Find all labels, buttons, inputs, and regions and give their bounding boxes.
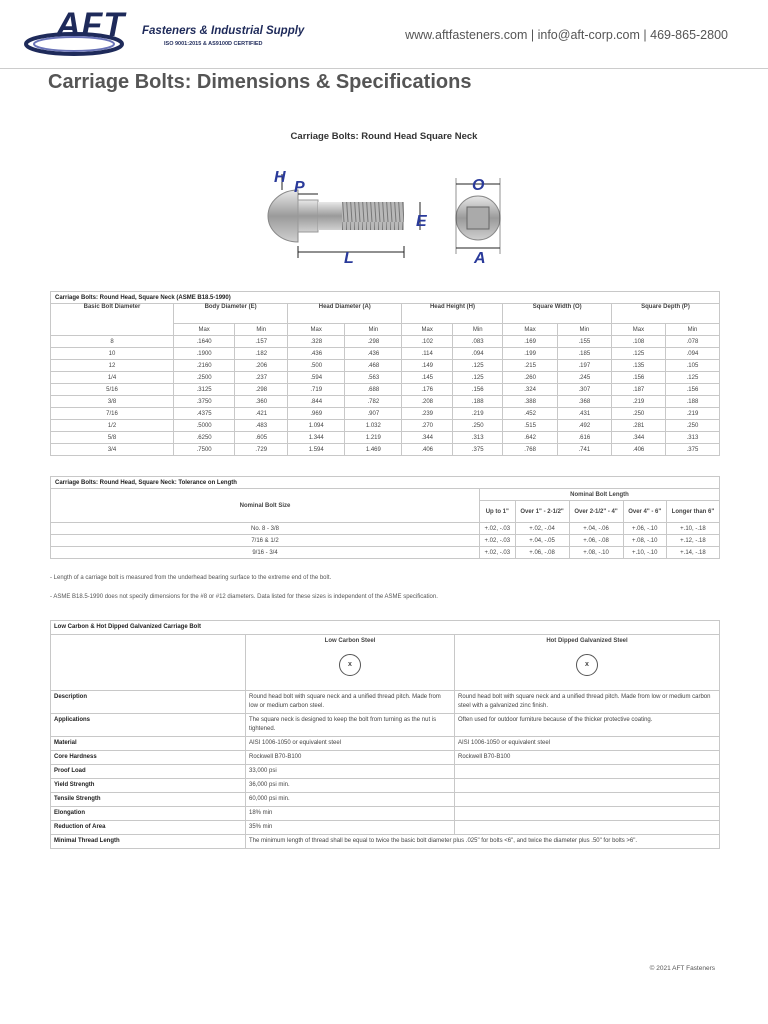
table-row: [51, 751, 720, 765]
row-label: Elongation: [51, 807, 246, 821]
label-p: P: [294, 179, 305, 196]
bolt-shank: [318, 202, 342, 230]
table-cell: .188: [665, 396, 719, 408]
table-cell: .250: [611, 408, 665, 420]
table-cell: +.10, -.18: [666, 523, 719, 535]
table-cell: .782: [345, 396, 402, 408]
table-cell: .907: [345, 408, 402, 420]
table-cell: .169: [503, 336, 557, 348]
table-cell: +.08, -.10: [623, 535, 666, 547]
row-label: 3/4: [51, 444, 174, 456]
table-cell: .237: [235, 372, 288, 384]
aft-logo: AFT: [56, 6, 126, 44]
row-label: Yield Strength: [51, 779, 246, 793]
table-cell: +.10, -.10: [623, 547, 666, 559]
sub-header: Min: [452, 324, 503, 336]
table-cell: [454, 779, 719, 793]
table-cell: .719: [288, 384, 345, 396]
carriage-bolt-diagram: [250, 162, 520, 268]
table-cell: .313: [452, 432, 503, 444]
table-cell: .155: [557, 336, 611, 348]
table-cell: +.06, -.08: [569, 535, 623, 547]
sub-header: Max: [173, 324, 234, 336]
sub-header: Min: [665, 324, 719, 336]
table-cell: .436: [345, 348, 402, 360]
table-cell: .616: [557, 432, 611, 444]
table-cell: .197: [557, 360, 611, 372]
table-cell: .2500: [173, 372, 234, 384]
column-header: Nominal Bolt Length: [480, 489, 720, 501]
table-cell: 1.594: [288, 444, 345, 456]
table-cell: .188: [452, 396, 503, 408]
table-row: [51, 737, 720, 751]
galvanized-header: [454, 635, 719, 691]
page-header: [0, 0, 768, 62]
table-cell: .105: [665, 360, 719, 372]
table-cell: 1.094: [288, 420, 345, 432]
table-cell: .421: [235, 408, 288, 420]
column-header: Nominal Bolt Size: [51, 489, 480, 523]
row-label: Core Hardness: [51, 751, 246, 765]
table-caption: Carriage Bolts: Round Head, Square Neck: Tolerance on Length: [51, 477, 720, 489]
row-label: Material: [51, 737, 246, 751]
table-cell: 1.344: [288, 432, 345, 444]
table-cell: .185: [557, 348, 611, 360]
row-label: 8: [51, 336, 174, 348]
bolt-neck: [298, 200, 318, 232]
empty-cell: [51, 635, 246, 691]
table-row: [51, 691, 720, 714]
column-header: Hot Dipped Galvanized Steel: [546, 638, 628, 644]
table-cell: +.06, -.10: [623, 523, 666, 535]
table-cell: 1.032: [345, 420, 402, 432]
table-cell: .375: [452, 444, 503, 456]
table-cell: AISI 1006-1050 or equivalent steel: [454, 737, 719, 751]
table-cell: .094: [665, 348, 719, 360]
table-cell: .5000: [173, 420, 234, 432]
website-link[interactable]: www.aftfasteners.com: [405, 28, 528, 42]
table-cell: .298: [345, 336, 402, 348]
table-cell: .688: [345, 384, 402, 396]
table-cell: .431: [557, 408, 611, 420]
table-cell: +.02, -.03: [480, 547, 516, 559]
column-header: Head Diameter (A): [288, 304, 402, 324]
table-cell: .500: [288, 360, 345, 372]
table-cell: .156: [452, 384, 503, 396]
table-cell: The square neck is designed to keep the bolt from turning as the nut is tightened.: [246, 714, 455, 737]
table-cell: AISI 1006-1050 or equivalent steel: [246, 737, 455, 751]
table-cell: .328: [288, 336, 345, 348]
table-row: [51, 523, 720, 535]
table-cell: [454, 765, 719, 779]
table-cell: .3750: [173, 396, 234, 408]
table-cell: .083: [452, 336, 503, 348]
table-cell: .281: [611, 420, 665, 432]
table-row: [51, 372, 720, 384]
column-header: Longer than 6": [666, 501, 719, 523]
table-cell: .642: [503, 432, 557, 444]
table-cell: 1.219: [345, 432, 402, 444]
row-label: 7/16 & 1/2: [51, 535, 480, 547]
table-row: [51, 821, 720, 835]
row-label: 7/16: [51, 408, 174, 420]
table-cell: .741: [557, 444, 611, 456]
table-cell: .594: [288, 372, 345, 384]
certification-text: ISO 9001:2015 & AS9100D CERTIFIED: [164, 41, 263, 47]
table-cell: +.02, -.03: [480, 535, 516, 547]
separator: |: [530, 28, 535, 42]
figure-title: Carriage Bolts: Round Head Square Neck: [290, 131, 478, 142]
table-cell: +.04, -.05: [515, 535, 569, 547]
table-cell: .145: [402, 372, 453, 384]
table-cell: +.12, -.18: [666, 535, 719, 547]
table-row: [51, 547, 720, 559]
table-cell: .250: [452, 420, 503, 432]
table-cell: .260: [503, 372, 557, 384]
table-cell: .6250: [173, 432, 234, 444]
table-cell: .515: [503, 420, 557, 432]
table-cell: [454, 821, 719, 835]
table-row: [51, 432, 720, 444]
table-cell: +.14, -.18: [666, 547, 719, 559]
table-cell: .969: [288, 408, 345, 420]
sub-header: Max: [402, 324, 453, 336]
table-cell: .199: [503, 348, 557, 360]
table-cell: .324: [503, 384, 557, 396]
table-cell: .078: [665, 336, 719, 348]
table-cell: .729: [235, 444, 288, 456]
table-cell: .206: [235, 360, 288, 372]
label-l: L: [344, 250, 354, 267]
copyright-footer: © 2021 AFT Fasteners: [649, 965, 715, 972]
table-cell: .7500: [173, 444, 234, 456]
table-cell: 18% min: [246, 807, 455, 821]
table-row: [51, 779, 720, 793]
label-o: O: [472, 177, 485, 194]
note-length: - Length of a carriage bolt is measured from the underhead bearing surface to the extreme end of the bolt.: [50, 575, 332, 581]
table-cell: .768: [503, 444, 557, 456]
column-header: Low Carbon Steel: [324, 638, 376, 644]
row-label: No. 8 - 3/8: [51, 523, 480, 535]
table-cell: .388: [503, 396, 557, 408]
table-cell: .313: [665, 432, 719, 444]
table-cell: .125: [452, 372, 503, 384]
table-cell: .149: [402, 360, 453, 372]
table-cell: 35% min: [246, 821, 455, 835]
table-cell: .368: [557, 396, 611, 408]
table-cell: .215: [503, 360, 557, 372]
table-cell: .114: [402, 348, 453, 360]
table-row: [51, 408, 720, 420]
row-label: 10: [51, 348, 174, 360]
table-cell: +.04, -.06: [569, 523, 623, 535]
materials-table: [50, 620, 720, 849]
square-neck-end: [467, 207, 489, 229]
note-asme: - ASME B18.5-1990 does not specify dimensions for the #8 or #12 diameters. Data listed for these sizes is independent of the ASME specification.: [50, 594, 438, 600]
row-label: Proof Load: [51, 765, 246, 779]
sub-header: Max: [288, 324, 345, 336]
table-row: [51, 336, 720, 348]
page-title: Carriage Bolts: Dimensions & Specifications: [48, 71, 472, 93]
table-cell: .157: [235, 336, 288, 348]
table-cell: .270: [402, 420, 453, 432]
table-cell: .125: [611, 348, 665, 360]
table-cell: +.06, -.08: [515, 547, 569, 559]
row-label: 12: [51, 360, 174, 372]
table-cell: .245: [557, 372, 611, 384]
table-cell: .452: [503, 408, 557, 420]
table-cell: .468: [345, 360, 402, 372]
table-cell: 33,000 psi: [246, 765, 455, 779]
table-cell: .208: [402, 396, 453, 408]
column-header: Over 1" - 2-1/2": [515, 501, 569, 523]
email-link[interactable]: info@aft-corp.com: [537, 28, 640, 42]
column-header: Over 4" - 6": [623, 501, 666, 523]
row-label: 5/8: [51, 432, 174, 444]
table-cell: .1640: [173, 336, 234, 348]
row-label: Minimal Thread Length: [51, 835, 246, 849]
table-cell: .156: [611, 372, 665, 384]
column-header: Square Depth (P): [611, 304, 719, 324]
contact-info: [405, 28, 728, 42]
phone-number[interactable]: 469-865-2800: [650, 28, 728, 42]
table-cell: .375: [665, 444, 719, 456]
row-label: 5/16: [51, 384, 174, 396]
table-cell: 60,000 psi min.: [246, 793, 455, 807]
table-cell: +.02, -.03: [480, 523, 516, 535]
table-cell: .187: [611, 384, 665, 396]
sub-header: Min: [557, 324, 611, 336]
tolerance-table: [50, 476, 720, 559]
header-divider: [0, 68, 768, 69]
table-cell: .135: [611, 360, 665, 372]
table-cell: +.02, -.04: [515, 523, 569, 535]
column-header: Basic Bolt Diameter: [51, 304, 174, 336]
table-cell: .239: [402, 408, 453, 420]
table-cell: +.08, -.10: [569, 547, 623, 559]
table-cell: .219: [611, 396, 665, 408]
table-cell: .406: [611, 444, 665, 456]
table-cell: .483: [235, 420, 288, 432]
row-label: 1/4: [51, 372, 174, 384]
table-cell: .250: [665, 420, 719, 432]
table-cell: [454, 807, 719, 821]
row-label: Reduction of Area: [51, 821, 246, 835]
table-cell: .844: [288, 396, 345, 408]
table-cell: Often used for outdoor furniture because of the thicker protective coating.: [454, 714, 719, 737]
table-cell: .344: [611, 432, 665, 444]
table-caption: Low Carbon & Hot Dipped Galvanized Carriage Bolt: [51, 621, 720, 635]
row-label: Description: [51, 691, 246, 714]
sub-header: Min: [235, 324, 288, 336]
table-row: [51, 793, 720, 807]
table-cell: .605: [235, 432, 288, 444]
image-placeholder-icon: x: [339, 654, 361, 676]
table-cell: .3125: [173, 384, 234, 396]
image-placeholder-icon: x: [576, 654, 598, 676]
table-cell: .492: [557, 420, 611, 432]
bolt-thread: [342, 202, 404, 230]
table-cell: 1.469: [345, 444, 402, 456]
table-row: [51, 765, 720, 779]
sub-header: Max: [611, 324, 665, 336]
table-cell: .360: [235, 396, 288, 408]
materials-table-body: [51, 691, 720, 835]
table-caption: Carriage Bolts: Round Head, Square Neck (ASME B18.5-1990): [51, 292, 720, 304]
sub-header: Max: [503, 324, 557, 336]
column-header: Up to 1": [480, 501, 516, 523]
table-row: [51, 807, 720, 821]
column-header: Body Diameter (E): [173, 304, 287, 324]
table-cell: .108: [611, 336, 665, 348]
label-h: H: [274, 169, 286, 186]
table-cell: Round head bolt with square neck and a unified thread pitch. Made from low or medium carbon steel.: [246, 691, 455, 714]
dimensions-table-body: [51, 336, 720, 456]
table-cell: .298: [235, 384, 288, 396]
table-row: [51, 444, 720, 456]
table-cell: .219: [665, 408, 719, 420]
label-e: E: [416, 213, 427, 230]
table-cell: .406: [402, 444, 453, 456]
table-cell: .176: [402, 384, 453, 396]
table-cell: Rockwell B70-B100: [454, 751, 719, 765]
dimensions-table: [50, 291, 720, 456]
row-label: Tensile Strength: [51, 793, 246, 807]
table-cell: .1900: [173, 348, 234, 360]
table-cell: .156: [665, 384, 719, 396]
row-label: 9/16 - 3/4: [51, 547, 480, 559]
table-cell: .102: [402, 336, 453, 348]
table-row: [51, 535, 720, 547]
table-row: [51, 360, 720, 372]
table-row: [51, 348, 720, 360]
row-label: Applications: [51, 714, 246, 737]
table-cell: .094: [452, 348, 503, 360]
sub-header: Min: [345, 324, 402, 336]
label-a: A: [474, 250, 486, 267]
table-cell: .436: [288, 348, 345, 360]
table-cell: .307: [557, 384, 611, 396]
table-cell: .219: [452, 408, 503, 420]
table-row: [51, 384, 720, 396]
table-row: [51, 396, 720, 408]
low-carbon-header: [246, 635, 455, 691]
separator: |: [643, 28, 647, 42]
company-tagline: Fasteners & Industrial Supply: [142, 25, 305, 37]
column-header: Over 2-1/2" - 4": [569, 501, 623, 523]
table-row: [51, 420, 720, 432]
table-cell: Rockwell B70-B100: [246, 751, 455, 765]
table-cell: Round head bolt with square neck and a unified thread pitch. Made from low or medium carbon steel with a galvanized zinc finish.: [454, 691, 719, 714]
table-cell: .182: [235, 348, 288, 360]
thread-length-text: The minimum length of thread shall be equal to twice the basic bolt diameter plus .025" for bolts <6", and twice the diameter plus .50" for bolts >6".: [246, 835, 720, 849]
table-cell: 36,000 psi min.: [246, 779, 455, 793]
table-cell: .344: [402, 432, 453, 444]
table-cell: .125: [452, 360, 503, 372]
table-cell: .2160: [173, 360, 234, 372]
table-cell: .125: [665, 372, 719, 384]
row-label: 1/2: [51, 420, 174, 432]
bolt-head: [268, 190, 298, 242]
table-row: [51, 714, 720, 737]
table-cell: .563: [345, 372, 402, 384]
column-header: Square Width (O): [503, 304, 611, 324]
row-label: 3/8: [51, 396, 174, 408]
table-cell: .4375: [173, 408, 234, 420]
tolerance-table-body: [51, 523, 720, 559]
table-cell: [454, 793, 719, 807]
column-header: Head Height (H): [402, 304, 503, 324]
